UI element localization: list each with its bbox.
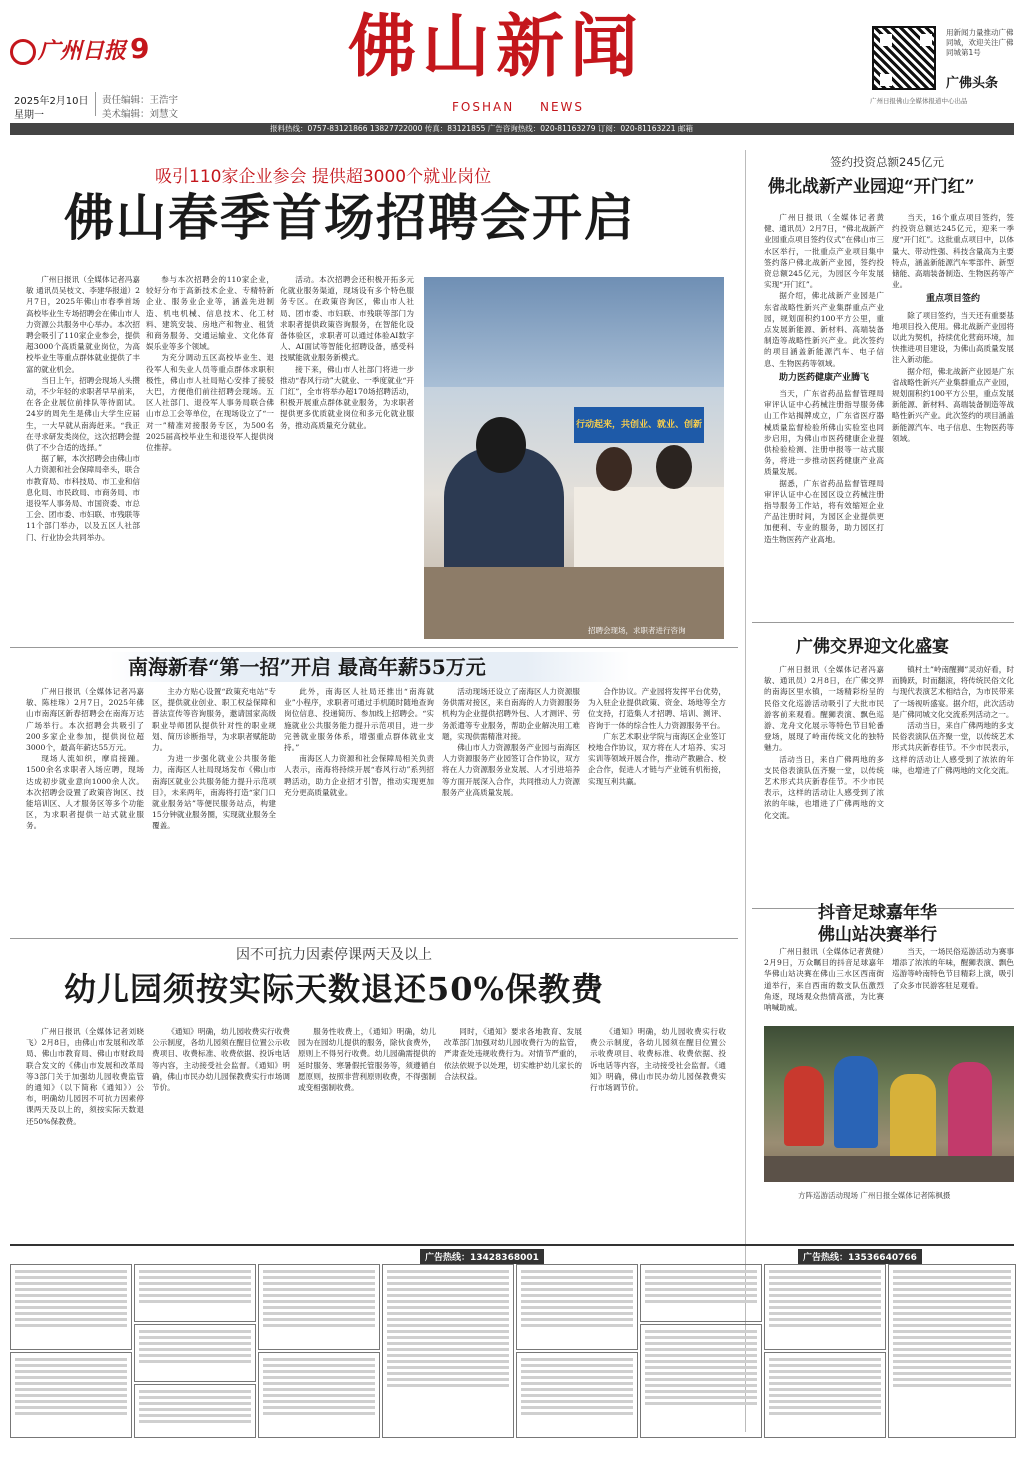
photo-person-3 — [656, 445, 692, 489]
page-title: 佛山新闻 — [348, 7, 645, 87]
right-top-paragraph: 据悉，广东省药品监督管理局审评认证中心在园区设立药械注册指导服务工作站，将有效缩短企业产品注册时间，为园区企业提供更加便利、专业的服务，助力园区打造生物医药产业高地。 — [764, 478, 884, 544]
lead-kicker: 吸引110家企业参会 提供超3000个就业岗位 — [155, 167, 492, 187]
lead-headline: 佛山春季首场招聘会开启 — [64, 188, 636, 247]
art-editor-credit: 美术编辑：刘慧文 — [102, 109, 179, 120]
brand-name: 广佛头条 — [946, 76, 999, 91]
editor-credit: 责任编辑：王浩宇 — [102, 95, 179, 106]
douyin-headline-2: 佛山站决赛举行 — [818, 925, 937, 945]
lead-paragraph: 活动。本次招聘会还积极开拓多元化就业服务渠道，现场设有多个特色服务专区。在政策咨询区，佛山市人社局、团市委、市妇联、市残联等部门为求职者提供政策咨询服务，在智能化设备体验区，求职者可以通过体验AI数字人、AI面试等智能化招聘设备，感受科技赋能就业服务新模式。 — [280, 275, 414, 363]
kindergarten-col-1 — [26, 1026, 144, 1238]
ad-block — [764, 1352, 886, 1438]
nanhai-paragraph: 合作协议。产业园将发挥平台优势，为入驻企业提供政策、资金、场地等全方位支持，打造集人才招聘、培训、测评、咨询于一体的综合性人力资源服务平台。 — [588, 687, 726, 730]
kindergarten-col-4 — [444, 1026, 582, 1238]
nanhai-col-5 — [588, 686, 726, 922]
qr-text: 用新闻力量推动广佛同城，欢迎关注广佛同城第1号 — [946, 28, 1014, 57]
douyin-paragraph: 当天，一场民俗巡游活动为赛事增添了浓浓的年味，醒狮表演、飘色巡游等岭南特色节目精彩上演，吸引了众多市民游客驻足观看。 — [892, 947, 1014, 990]
ad-block — [258, 1264, 380, 1350]
kindergarten-col-5 — [590, 1026, 726, 1238]
kindergarten-paragraph: 服务性收费上，《通知》明确，幼儿园为在园幼儿提供的服务，除伙食费外，原则上不得另行收费。幼儿园确需提供的延时服务、寒暑假托管服务等，须遵循自愿原则，按照非营利原则收费，不得强制或变相强制收费。 — [298, 1027, 436, 1093]
right-top-paragraph: 据介绍，佛北战新产业园是广东省战略性新兴产业集群重点产业园，规划面积约100平方公里，重点发展新能源、新材料、高端装备制造等战略性新兴产业。此次签约的项目涵盖新能源汽车、电子信息、生物医药等领域。 — [892, 366, 1014, 443]
photo-banner-text: 行动起来，共创业、就业、创新 — [575, 420, 702, 430]
section-divider — [752, 622, 1014, 623]
nanhai-col-4 — [442, 686, 580, 922]
photo-performer — [948, 1062, 992, 1158]
classified-ads — [10, 1264, 1014, 1436]
lead-col-1 — [26, 274, 140, 646]
douyin-col-1 — [764, 946, 884, 1012]
lead-paragraph: 参与本次招聘会的110家企业，较好分布于高新技术企业、专精特新企业、服务业企业等，涵盖先进制造、机电机械、信息技术、化工材料、建筑安装、房地产和物业、租赁和商务服务、交通运输业、文化体育娱乐业等多个领域。 — [146, 275, 274, 352]
ad-block — [382, 1264, 514, 1438]
nanhai-paragraph: 主办方贴心设置“政策充电站”专区，提供就业创业、职工权益保障和普法宣传等咨询服务，邀请国家高级职业导师团队提供针对性的职业规划、简历诊断指导，为求职者赋能助力。 — [152, 687, 276, 753]
ads-top-rule — [10, 1244, 1014, 1246]
culture-paragraph: 广州日报讯（全媒体记者冯嘉敏、通讯员）2月8日，在广佛交界的南海区里水镇，一场精彩纷呈的民俗文化巡游活动吸引了大批市民游客前来观看。醒狮表演、飘色巡游、龙舟文化展示等特色节目轮番登场，展现了岭南传统文化的独特魅力。 — [764, 665, 884, 753]
right-top-paragraph: 据介绍，佛北战新产业园是广东省战略性新兴产业集群重点产业园，规划面积约100平方公里，重点发展新能源、新材料、高端装备制造等战略性新兴产业。此次签约的项目涵盖新能源汽车、电子信息、生物医药等领域。 — [764, 291, 884, 368]
right-top-paragraph: 除了项目签约，当天还有重要基地项目投入使用。佛北战新产业园将以此为契机，持续优化营商环境，加快推进项目建设，为佛山高质量发展注入新动能。 — [892, 310, 1014, 365]
culture-paragraph: 活动当日，来自广佛两地的多支民俗表演队伍齐聚一堂，以传统艺术形式共庆新春佳节。不少市民表示，这样的活动让人感受到了浓浓的年味，也增进了广佛两地的文化交流。 — [892, 721, 1014, 775]
right-top-kicker: 签约投资总额245亿元 — [830, 155, 944, 169]
culture-headline: 广佛交界迎文化盛宴 — [796, 637, 949, 657]
pinyin-news: NEWS — [540, 100, 585, 114]
douyin-col-2 — [892, 946, 1014, 1012]
culture-paragraph: 活动当日，来自广佛两地的多支民俗表演队伍齐聚一堂，以传统艺术形式共庆新春佳节。不少市民表示，这样的活动让人感受到了浓浓的年味，也增进了广佛两地的文化交流。 — [764, 754, 884, 820]
photo-performer — [890, 1074, 936, 1160]
douyin-photo — [764, 1026, 1014, 1182]
hotline-bar — [10, 123, 1014, 135]
douyin-headline-1: 抖音足球嘉年华 — [818, 903, 937, 923]
nanhai-col-1 — [26, 686, 144, 922]
ad-block — [10, 1352, 132, 1438]
nanhai-paragraph: 广东艺术职业学院与南海区企业签订校地合作协议，双方将在人才培养、实习实训等领域开展合作，推动产教融合、校企合作，促进人才链与产业链有机衔接，实现互利共赢。 — [588, 731, 726, 786]
pinyin-foshan: FOSHAN — [452, 100, 515, 114]
nanhai-col-2 — [152, 686, 276, 922]
culture-col-1 — [764, 664, 884, 900]
right-top-paragraph: 当天，16个重点项目签约，签约投资总额达245亿元，迎来一季度“开门红”。这批重点项目中，以体量大、带动性强、科技含量高为主要特点，涵盖新能源汽车零部件、新型储能、高端装备制造、生物医药等产业。 — [892, 213, 1014, 290]
column-divider — [745, 150, 746, 1432]
nanhai-paragraph: 此外，南海区人社局还推出“南海就业”小程序，求职者可通过手机随时随地查询岗位信息、投递简历、参加线上招聘会。“实施就业公共服务能力提升示范项目，进一步完善就业服务体系，增强重点群体就业支持。” — [284, 687, 434, 753]
ad-block — [134, 1324, 256, 1382]
lead-paragraph: 广州日报讯（全媒体记者冯嘉敏 通讯员吴枝文、李建华报道）2月7日，2025年佛山市春季首场高校毕业生专场招聘会在佛山市人力资源公共服务中心举办。本次招聘会吸引了110家企业参会，提供超3000个高质量就业岗位，为高校毕业生等重点群体就业提供了丰富的就业机会。 — [26, 275, 140, 374]
right-top-subhead: 助力医药健康产业腾飞 — [778, 372, 869, 383]
paper-logo-icon — [10, 39, 36, 65]
nanhai-headline: 南海新春“第一招”开启 最高年薪55万元 — [128, 655, 486, 679]
brand-sub: 广州日报佛山全媒体报道中心出品 — [870, 97, 968, 105]
douyin-paragraph: 广州日报讯（全媒体记者黄健）2月9日，万众瞩目的抖音足球嘉年华佛山站决赛在佛山三水区西南街道举行，来自西南的数支队伍激烈角逐，现场观众热情高涨，为比赛呐喊助威。 — [764, 947, 884, 1012]
photo-ground — [764, 1156, 1014, 1182]
lead-col-2 — [146, 274, 274, 646]
nanhai-paragraph: 佛山市人力资源服务产业园与南海区人力资源服务产业园签订合作协议，双方将在人力资源服务业发展、人才引进培养等方面开展深入合作，共同推动人力资源服务产业高质量发展。 — [442, 743, 580, 797]
right-top-col-1 — [764, 212, 884, 634]
lead-photo — [424, 277, 724, 639]
issue-weekday: 星期一 — [14, 110, 44, 121]
paper-logo: 广州日报 — [10, 34, 126, 65]
ad-block — [10, 1264, 132, 1350]
culture-paragraph: 镇村土”岭南醒狮”灵动好看，时而腾跃，时而翻滚，将传统民俗文化与现代表演艺术相结合，为市民带来了一场视听盛宴。据介绍，此次活动是广佛同城文化交流系列活动之一。 — [892, 665, 1014, 719]
ad-block — [640, 1324, 762, 1438]
kindergarten-paragraph: 同时，《通知》要求各地教育、发展改革部门加强对幼儿园收费行为的监管，严肃查处违规收费行为。对情节严重的，依法依规予以处理，切实维护幼儿家长的合法权益。 — [444, 1027, 582, 1081]
douyin-photo-caption: 方阵巡游活动现场 广州日报全媒体记者陈枫摄 — [798, 1191, 951, 1200]
kindergarten-col-2 — [152, 1026, 290, 1238]
photo-person-2 — [596, 447, 632, 491]
masthead — [0, 0, 1024, 128]
ad-block — [134, 1264, 256, 1322]
masthead-divider — [95, 92, 96, 116]
ad-block — [764, 1264, 886, 1350]
photo-banner — [574, 407, 704, 443]
ad-block — [258, 1352, 380, 1438]
right-top-headline: 佛北战新产业园迎“开门红” — [768, 177, 975, 197]
kindergarten-kicker: 因不可抗力因素停课两天及以上 — [236, 947, 432, 963]
lead-photo-caption: 招聘会现场，求职者进行咨询 — [588, 626, 686, 635]
page-number: 9 — [130, 32, 150, 65]
photo-ceiling — [424, 277, 724, 387]
kindergarten-col-3 — [298, 1026, 436, 1238]
lead-paragraph: 接下来，佛山市人社部门将进一步推动“春风行动”大就业、一季度就业“开门红”，全市将举办超170场招聘活动，积极开展重点群体就业服务，为求职者提供更多优质就业岗位和多元化就业服务，推动高质量充分就业。 — [280, 364, 414, 430]
ad-block — [640, 1264, 762, 1322]
right-top-col-2 — [892, 212, 1014, 634]
nanhai-col-3 — [284, 686, 434, 922]
ad-block — [516, 1352, 638, 1438]
photo-desk — [574, 487, 724, 567]
ad-block — [134, 1384, 256, 1438]
culture-col-2 — [892, 664, 1014, 900]
nanhai-paragraph: 现场人流如织，摩肩接踵。1500余名求职者入场应聘，现场达成初步就业意向1000余人次。本次招聘会设置了政策咨询区、技能培训区、人才服务区等多个功能区，为求职者提供一站式就业服务。 — [26, 754, 144, 831]
kindergarten-headline: 幼儿园须按实际天数退还50%保教费 — [64, 970, 604, 1008]
nanhai-paragraph: 为进一步强化就业公共服务能力，南海区人社局现场发布《佛山市南海区就业公共服务能力提升示范项目》，未来两年，南海将打造“家门口就业服务站”等便民服务站点，构建15分钟就业服务圈，实现就业服务全覆盖。 — [152, 754, 276, 831]
lead-col-3 — [280, 274, 414, 646]
ad-block — [516, 1264, 638, 1350]
hotline-text: 报料热线：0757-83121866 13827722000 传真：83121855 广告咨询热线：020-81163279 订阅：020-81163221 邮箱 — [270, 124, 693, 133]
ads-hotline-1: 广告热线：13428368001 — [420, 1249, 544, 1264]
nanhai-paragraph: 活动现场还设立了南海区人力资源服务供需对接区，来自南海的人力资源服务机构为企业提供招聘外包、人才测评、劳务派遣等专业服务，帮助企业解决用工难题，实现供需精准对接。 — [442, 687, 580, 741]
lead-paragraph: 为充分调动五区高校毕业生、退役军人和失业人员等重点群体求职积极性，佛山市人社局贴心安排了接驳大巴，方便他们前往招聘会现场。五区人社部门、退役军人事务局联合佛山市总工会等单位，在现场设立了“一对一”精准对接服务专区，为500名2025届高校毕业生和退役军人提供岗位推荐。 — [146, 353, 274, 453]
qr-code — [872, 26, 936, 90]
right-top-subhead: 重点项目签约 — [925, 294, 980, 305]
right-top-paragraph: 广州日报讯（全媒体记者黄健、通讯员）2月7日，“佛北战新产业园重点项目签约仪式”在佛山市三水区举行，一批重点产业项目集中签约落户佛北战新产业园，签约投资总额245亿元，为园区今年发展实现“开门红”。 — [764, 213, 884, 290]
kindergarten-paragraph: 《通知》明确，幼儿园收费实行收费公示制度，各幼儿园须在醒目位置公示收费项目、收费标准、收费依据、投诉电话等内容，主动接受社会监督。《通知》明确，佛山市民办幼儿园保教费实行市场调节价。 — [152, 1027, 290, 1093]
ads-hotline-2: 广告热线：13536640766 — [798, 1249, 922, 1264]
nanhai-paragraph: 广州日报讯（全媒体记者冯嘉敏、陈桂珠）2月7日，2025年佛山市南海区新春招聘会在南海万达广场举行。本次招聘会共吸引了200多家企业参加，提供岗位超3000个，最高年薪达55万元。 — [26, 687, 144, 753]
photo-person-head — [476, 417, 526, 473]
lead-paragraph: 据了解，本次招聘会由佛山市人力资源和社会保障局牵头，联合市教育局、市科技局、市工业和信息化局、市民政局、市商务局、市退役军人事务局、市国资委、市总工会、团市委、市妇联、市残联等11个部门举办，以及五区人社部门、行业协会共同举办。 — [26, 454, 140, 542]
photo-performer — [834, 1056, 878, 1148]
section-divider — [10, 647, 738, 648]
lead-paragraph: 当日上午，招聘会现场人头攒动，不少年轻的求职者早早前来，在各企业展位前排队等待面试。24岁的周先生是佛山大学生应届生，一大早就从南海赶来。“我正在寻求研发类岗位，这次招聘会提供了不少合适的选择。” — [26, 375, 140, 453]
issue-date: 2025年2月10日 — [14, 96, 89, 107]
nanhai-paragraph: 南海区人力资源和社会保障局相关负责人表示，南海将持续开展“春风行动”系列招聘活动，助力企业招才引智，推动实现更加充分更高质量就业。 — [284, 754, 434, 797]
right-top-paragraph: 当天，广东省药品监督管理局审评认证中心药械注册指导服务佛山工作站揭牌成立，广东省医疗器械质量监督检验所佛山实验室也同步启用，为佛山市医药健康企业提供检验检测、注册申报等一站式服务，将进一步推动医药健康产业高质量发展。 — [764, 389, 884, 477]
ad-block — [888, 1264, 1016, 1438]
kindergarten-paragraph: 《通知》明确，幼儿园收费实行收费公示制度，各幼儿园须在醒目位置公示收费项目、收费标准、收费依据、投诉电话等内容，主动接受社会监督。《通知》明确，佛山市民办幼儿园保教费实行市场调节价。 — [590, 1027, 726, 1093]
section-divider — [10, 938, 738, 939]
kindergarten-paragraph: 广州日报讯（全媒体记者刘晓飞）2月8日，由佛山市发展和改革局、佛山市教育局、佛山市财政局联合发文的《佛山市发展和改革局等3部门关于加强幼儿园收费监管的通知》（以下简称《通知》）公布，明确幼儿园因不可抗力因素停课两天及以上的，须按实际天数退还50%保教费。 — [26, 1027, 144, 1126]
photo-performer — [784, 1066, 824, 1146]
